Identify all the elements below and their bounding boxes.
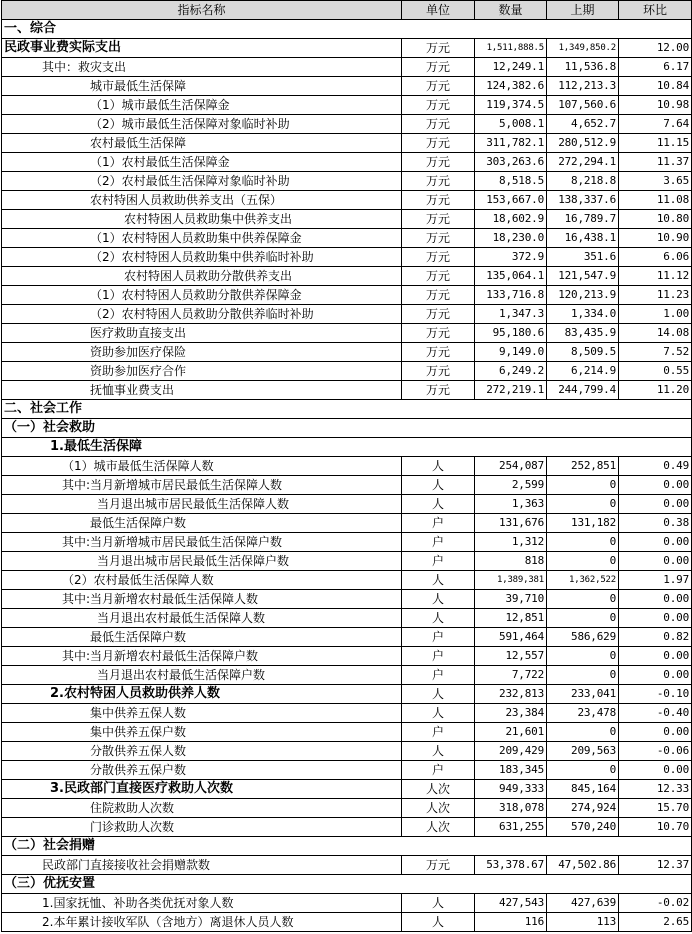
row-prev: 8,509.5 — [547, 343, 619, 362]
row-unit: 万元 — [402, 58, 475, 77]
row-name: （2）农村特困人员救助分散供养临时补助 — [2, 305, 402, 324]
table-row — [2, 571, 692, 590]
row-prev: 274,924 — [547, 799, 619, 818]
table-row — [2, 894, 692, 913]
table-row — [2, 96, 692, 115]
row-unit: 人 — [402, 685, 475, 704]
row-name: 分散供养五保户数 — [2, 761, 402, 780]
row-ratio: 0.38 — [619, 514, 692, 533]
row-qty: 1,363 — [475, 495, 547, 514]
row-qty: 818 — [475, 552, 547, 571]
row-qty: 1,347.3 — [475, 305, 547, 324]
row-qty: 311,782.1 — [475, 134, 547, 153]
row-name: 其中:当月新增城市居民最低生活保障人数 — [2, 476, 402, 495]
row-name: （1）城市最低生活保障金 — [2, 96, 402, 115]
row-unit: 万元 — [402, 96, 475, 115]
row-qty: 1,389,381 — [475, 571, 547, 590]
row-ratio: 7.64 — [619, 115, 692, 134]
row-prev: 0 — [547, 609, 619, 628]
row-qty: 9,149.0 — [475, 343, 547, 362]
table-row — [2, 362, 692, 381]
table-row — [2, 609, 692, 628]
table-row — [2, 780, 692, 799]
row-name: （1）农村特困人员救助集中供养保障金 — [2, 229, 402, 248]
table-row — [2, 305, 692, 324]
row-name: 民政部门直接接收社会捐赠款数 — [2, 856, 402, 875]
row-prev: 138,337.6 — [547, 191, 619, 210]
row-prev: 0 — [547, 533, 619, 552]
row-ratio: 2.65 — [619, 913, 692, 932]
row-qty: 18,602.9 — [475, 210, 547, 229]
row-name: 其中：救灾支出 — [2, 58, 402, 77]
row-name: 农村最低生活保障 — [2, 134, 402, 153]
row-name: 医疗救助直接支出 — [2, 324, 402, 343]
row-unit: 万元 — [402, 172, 475, 191]
section-title: （一）社会救助 — [2, 419, 692, 438]
row-unit: 人 — [402, 457, 475, 476]
row-qty: 23,384 — [475, 704, 547, 723]
row-unit: 万元 — [402, 381, 475, 400]
row-prev: 121,547.9 — [547, 267, 619, 286]
row-ratio: 0.00 — [619, 590, 692, 609]
row-prev: 252,851 — [547, 457, 619, 476]
row-unit: 人 — [402, 476, 475, 495]
row-prev: 120,213.9 — [547, 286, 619, 305]
row-ratio: 10.98 — [619, 96, 692, 115]
row-ratio: 0.00 — [619, 495, 692, 514]
row-unit: 万元 — [402, 267, 475, 286]
row-qty: 12,557 — [475, 647, 547, 666]
row-prev: 244,799.4 — [547, 381, 619, 400]
table-row — [2, 704, 692, 723]
row-qty: 949,333 — [475, 780, 547, 799]
row-ratio: 11.23 — [619, 286, 692, 305]
row-name: （1）农村特困人员救助分散供养保障金 — [2, 286, 402, 305]
row-unit: 万元 — [402, 856, 475, 875]
row-prev: 107,560.6 — [547, 96, 619, 115]
row-ratio: -0.10 — [619, 685, 692, 704]
row-name: （1）城市最低生活保障人数 — [2, 457, 402, 476]
row-qty: 135,064.1 — [475, 267, 547, 286]
header-ratio: 环比 — [619, 1, 692, 20]
row-prev: 209,563 — [547, 742, 619, 761]
row-unit: 万元 — [402, 286, 475, 305]
table-row — [2, 457, 692, 476]
row-qty: 116 — [475, 913, 547, 932]
row-unit: 万元 — [402, 153, 475, 172]
section-title: 1.最低生活保障 — [2, 438, 692, 457]
row-ratio: 15.70 — [619, 799, 692, 818]
row-qty: 2,599 — [475, 476, 547, 495]
row-ratio: 0.00 — [619, 647, 692, 666]
row-name: 资助参加医疗合作 — [2, 362, 402, 381]
row-unit: 人 — [402, 704, 475, 723]
row-ratio: 12.00 — [619, 39, 692, 58]
table-row — [2, 134, 692, 153]
row-name: 当月退出农村最低生活保障人数 — [2, 609, 402, 628]
row-prev: 0 — [547, 552, 619, 571]
row-unit: 万元 — [402, 191, 475, 210]
row-ratio: -0.06 — [619, 742, 692, 761]
row-prev: 0 — [547, 476, 619, 495]
row-ratio: 0.00 — [619, 609, 692, 628]
row-unit: 人 — [402, 495, 475, 514]
table-row — [2, 856, 692, 875]
row-name: 当月退出农村最低生活保障户数 — [2, 666, 402, 685]
row-ratio: 0.55 — [619, 362, 692, 381]
row-ratio: 12.33 — [619, 780, 692, 799]
row-unit: 户 — [402, 514, 475, 533]
row-prev: 16,789.7 — [547, 210, 619, 229]
row-qty: 18,230.0 — [475, 229, 547, 248]
row-ratio: 10.84 — [619, 77, 692, 96]
row-ratio: 11.08 — [619, 191, 692, 210]
row-qty: 5,008.1 — [475, 115, 547, 134]
row-unit: 户 — [402, 533, 475, 552]
row-unit: 万元 — [402, 210, 475, 229]
row-prev: 570,240 — [547, 818, 619, 837]
row-qty: 631,255 — [475, 818, 547, 837]
row-name: 当月退出城市居民最低生活保障人数 — [2, 495, 402, 514]
table-row — [2, 210, 692, 229]
row-prev: 845,164 — [547, 780, 619, 799]
row-prev: 586,629 — [547, 628, 619, 647]
section-row — [2, 400, 692, 419]
row-prev: 0 — [547, 590, 619, 609]
row-name: 集中供养五保人数 — [2, 704, 402, 723]
row-prev: 280,512.9 — [547, 134, 619, 153]
header-name: 指标名称 — [2, 1, 402, 20]
table-row — [2, 628, 692, 647]
section-row — [2, 438, 692, 457]
row-ratio: 0.00 — [619, 476, 692, 495]
row-unit: 万元 — [402, 39, 475, 58]
row-unit: 人 — [402, 894, 475, 913]
row-unit: 万元 — [402, 134, 475, 153]
row-prev: 8,218.8 — [547, 172, 619, 191]
table-row — [2, 77, 692, 96]
row-unit: 户 — [402, 723, 475, 742]
row-prev: 0 — [547, 495, 619, 514]
row-prev: 1,334.0 — [547, 305, 619, 324]
section-row — [2, 875, 692, 894]
row-ratio: 10.70 — [619, 818, 692, 837]
row-name: 其中:当月新增农村最低生活保障人数 — [2, 590, 402, 609]
table-row — [2, 229, 692, 248]
row-qty: 8,518.5 — [475, 172, 547, 191]
row-qty: 53,378.67 — [475, 856, 547, 875]
row-unit: 人 — [402, 913, 475, 932]
row-unit: 万元 — [402, 248, 475, 267]
table-row — [2, 476, 692, 495]
row-unit: 万元 — [402, 305, 475, 324]
row-qty: 232,813 — [475, 685, 547, 704]
row-qty: 1,511,888.5 — [475, 39, 547, 58]
row-qty: 303,263.6 — [475, 153, 547, 172]
row-ratio: 11.20 — [619, 381, 692, 400]
table-row — [2, 514, 692, 533]
row-ratio: 0.00 — [619, 666, 692, 685]
row-name: 3.民政部门直接医疗救助人次数 — [2, 780, 402, 799]
statistics-table — [1, 0, 692, 932]
row-name: 其中:当月新增农村最低生活保障户数 — [2, 647, 402, 666]
row-name: 集中供养五保户数 — [2, 723, 402, 742]
row-name: 抚恤事业费支出 — [2, 381, 402, 400]
row-qty: 21,601 — [475, 723, 547, 742]
row-qty: 6,249.2 — [475, 362, 547, 381]
row-ratio: 7.52 — [619, 343, 692, 362]
row-unit: 人 — [402, 742, 475, 761]
row-name: 农村特困人员救助分散供养支出 — [2, 267, 402, 286]
table-row — [2, 495, 692, 514]
section-row — [2, 419, 692, 438]
row-prev: 23,478 — [547, 704, 619, 723]
row-ratio: 6.06 — [619, 248, 692, 267]
row-qty: 272,219.1 — [475, 381, 547, 400]
row-qty: 372.9 — [475, 248, 547, 267]
row-prev: 1,362,522 — [547, 571, 619, 590]
table-row — [2, 818, 692, 837]
row-name: 农村特困人员救助集中供养支出 — [2, 210, 402, 229]
table-row — [2, 742, 692, 761]
row-prev: 351.6 — [547, 248, 619, 267]
row-ratio: 11.12 — [619, 267, 692, 286]
row-prev: 272,294.1 — [547, 153, 619, 172]
row-qty: 427,543 — [475, 894, 547, 913]
row-name: 1.国家抚恤、补助各类优抚对象人数 — [2, 894, 402, 913]
row-unit: 万元 — [402, 324, 475, 343]
section-title: 一、综合 — [2, 20, 692, 39]
row-ratio: 12.37 — [619, 856, 692, 875]
row-qty: 119,374.5 — [475, 96, 547, 115]
row-unit: 万元 — [402, 343, 475, 362]
row-name: 分散供养五保人数 — [2, 742, 402, 761]
row-qty: 95,180.6 — [475, 324, 547, 343]
table-row — [2, 191, 692, 210]
row-name: 城市最低生活保障 — [2, 77, 402, 96]
row-unit: 户 — [402, 666, 475, 685]
section-title: （三）优抚安置 — [2, 875, 692, 894]
row-prev: 0 — [547, 647, 619, 666]
row-unit: 人次 — [402, 818, 475, 837]
table-row — [2, 39, 692, 58]
row-prev: 83,435.9 — [547, 324, 619, 343]
row-qty: 209,429 — [475, 742, 547, 761]
row-unit: 人 — [402, 590, 475, 609]
table-row — [2, 533, 692, 552]
row-qty: 39,710 — [475, 590, 547, 609]
row-prev: 0 — [547, 761, 619, 780]
row-name: （2）农村特困人员救助集中供养临时补助 — [2, 248, 402, 267]
row-prev: 112,213.3 — [547, 77, 619, 96]
row-ratio: -0.40 — [619, 704, 692, 723]
row-name: 其中:当月新增城市居民最低生活保障户数 — [2, 533, 402, 552]
header-prev: 上期 — [547, 1, 619, 20]
row-ratio: 0.00 — [619, 533, 692, 552]
table-row — [2, 666, 692, 685]
row-ratio: 1.00 — [619, 305, 692, 324]
table-row — [2, 799, 692, 818]
section-title: （二）社会捐赠 — [2, 837, 692, 856]
row-prev: 113 — [547, 913, 619, 932]
table-row — [2, 115, 692, 134]
row-name: 民政事业费实际支出 — [2, 39, 402, 58]
table-row — [2, 58, 692, 77]
row-unit: 人次 — [402, 799, 475, 818]
row-name: （2）农村最低生活保障对象临时补助 — [2, 172, 402, 191]
row-ratio: 1.97 — [619, 571, 692, 590]
row-name: 资助参加医疗保险 — [2, 343, 402, 362]
table-row — [2, 913, 692, 932]
table-row — [2, 552, 692, 571]
row-name: 2.农村特困人员救助供养人数 — [2, 685, 402, 704]
row-prev: 0 — [547, 723, 619, 742]
row-qty: 1,312 — [475, 533, 547, 552]
row-qty: 12,249.1 — [475, 58, 547, 77]
row-unit: 户 — [402, 761, 475, 780]
row-unit: 人 — [402, 571, 475, 590]
row-ratio: 0.82 — [619, 628, 692, 647]
table-row — [2, 647, 692, 666]
table-row — [2, 761, 692, 780]
row-name: 当月退出城市居民最低生活保障户数 — [2, 552, 402, 571]
row-ratio: 10.90 — [619, 229, 692, 248]
row-ratio: 0.00 — [619, 723, 692, 742]
row-prev: 427,639 — [547, 894, 619, 913]
row-ratio: 0.00 — [619, 761, 692, 780]
row-ratio: 0.00 — [619, 552, 692, 571]
row-prev: 0 — [547, 666, 619, 685]
row-qty: 183,345 — [475, 761, 547, 780]
row-unit: 万元 — [402, 362, 475, 381]
table-row — [2, 153, 692, 172]
row-qty: 124,382.6 — [475, 77, 547, 96]
table-row — [2, 723, 692, 742]
row-ratio: 10.80 — [619, 210, 692, 229]
row-qty: 131,676 — [475, 514, 547, 533]
row-name: （1）农村最低生活保障金 — [2, 153, 402, 172]
row-unit: 人 — [402, 609, 475, 628]
row-qty: 318,078 — [475, 799, 547, 818]
row-ratio: 14.08 — [619, 324, 692, 343]
row-unit: 万元 — [402, 115, 475, 134]
row-ratio: -0.02 — [619, 894, 692, 913]
row-ratio: 11.37 — [619, 153, 692, 172]
row-qty: 153,667.0 — [475, 191, 547, 210]
row-name: 2.本年累计接收军队（含地方）离退休人员人数 — [2, 913, 402, 932]
row-unit: 户 — [402, 628, 475, 647]
row-ratio: 6.17 — [619, 58, 692, 77]
row-name: 门诊救助人次数 — [2, 818, 402, 837]
row-ratio: 0.49 — [619, 457, 692, 476]
row-name: 住院救助人次数 — [2, 799, 402, 818]
table-row — [2, 324, 692, 343]
row-qty: 133,716.8 — [475, 286, 547, 305]
header-qty: 数量 — [475, 1, 547, 20]
row-unit: 户 — [402, 647, 475, 666]
row-prev: 1,349,850.2 — [547, 39, 619, 58]
row-name: （2）城市最低生活保障对象临时补助 — [2, 115, 402, 134]
table-row — [2, 343, 692, 362]
row-prev: 4,652.7 — [547, 115, 619, 134]
row-prev: 47,502.86 — [547, 856, 619, 875]
row-prev: 11,536.8 — [547, 58, 619, 77]
row-prev: 6,214.9 — [547, 362, 619, 381]
row-name: 农村特困人员救助供养支出（五保） — [2, 191, 402, 210]
row-unit: 万元 — [402, 77, 475, 96]
row-unit: 人次 — [402, 780, 475, 799]
header-unit: 单位 — [402, 1, 475, 20]
row-ratio: 3.65 — [619, 172, 692, 191]
row-qty: 12,851 — [475, 609, 547, 628]
row-prev: 131,182 — [547, 514, 619, 533]
table-row — [2, 267, 692, 286]
table-row — [2, 248, 692, 267]
table-row — [2, 590, 692, 609]
section-title: 二、社会工作 — [2, 400, 692, 419]
table-row — [2, 381, 692, 400]
section-row — [2, 837, 692, 856]
row-unit: 万元 — [402, 229, 475, 248]
table-row — [2, 685, 692, 704]
row-prev: 16,438.1 — [547, 229, 619, 248]
row-name: （2）农村最低生活保障人数 — [2, 571, 402, 590]
row-ratio: 11.15 — [619, 134, 692, 153]
row-prev: 233,041 — [547, 685, 619, 704]
header-row — [2, 1, 692, 20]
row-name: 最低生活保障户数 — [2, 628, 402, 647]
table-row — [2, 172, 692, 191]
row-unit: 户 — [402, 552, 475, 571]
row-qty: 7,722 — [475, 666, 547, 685]
section-row — [2, 20, 692, 39]
row-qty: 591,464 — [475, 628, 547, 647]
table-row — [2, 286, 692, 305]
row-name: 最低生活保障户数 — [2, 514, 402, 533]
row-qty: 254,087 — [475, 457, 547, 476]
